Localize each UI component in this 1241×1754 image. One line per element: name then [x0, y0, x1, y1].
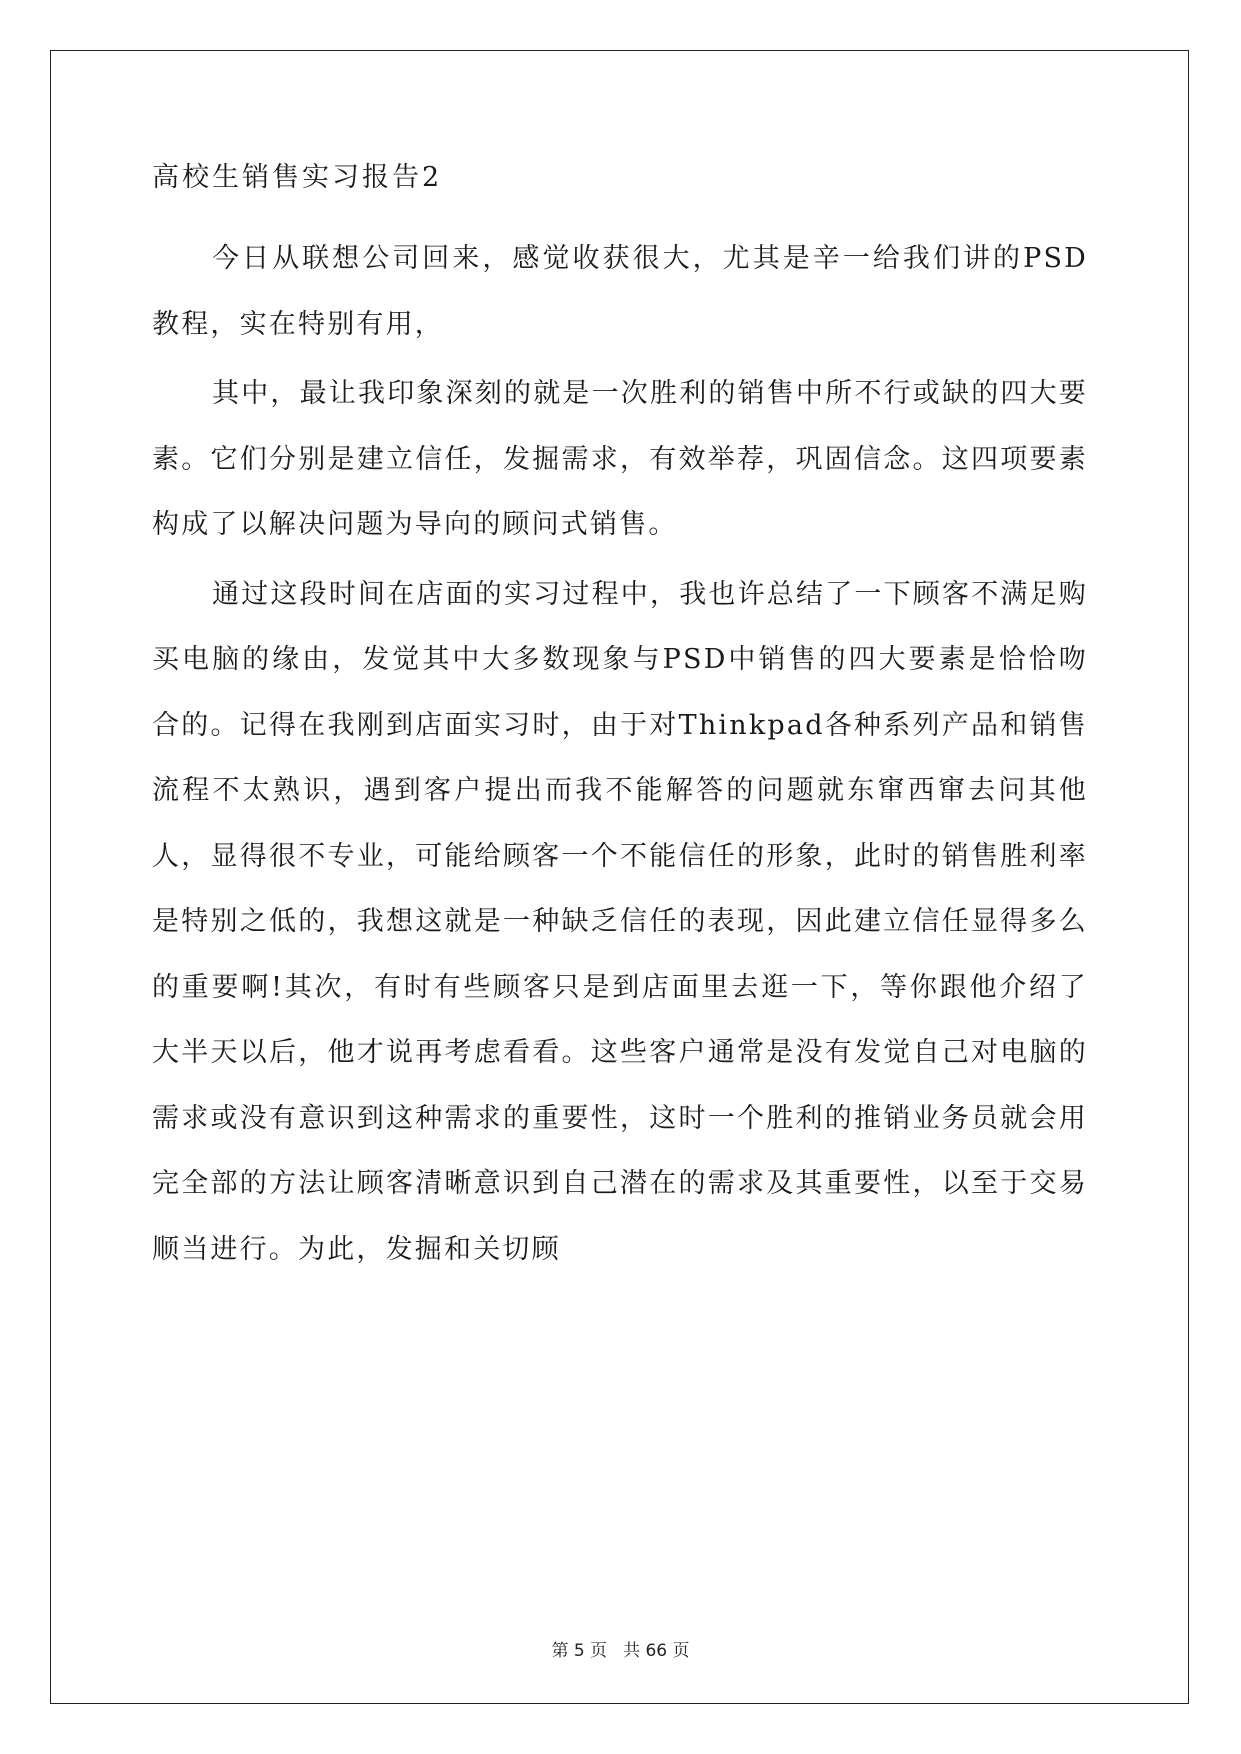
paragraph-3: 通过这段时间在店面的实习过程中，我也许总结了一下顾客不满足购买电脑的缘由，发觉其中大多数现象与PSD中销售的四大要素是恰恰吻合的。记得在我刚到店面实习时，由于对Thinkpad各种系列产品和销售流程不太熟识，遇到客户提出而我不能解答的问题就东窜西窜去问其他人，显得很不专业，可能给顾客一个不能信任的形象，此时的销售胜利率是特别之低的，我想这就是一种缺乏信任的表现，因此建立信任显得多么的重要啊!其次，有时有些顾客只是到店面里去逛一下，等你跟他介绍了大半天以后，他才说再考虑看看。这些客户通常是没有发觉自己对电脑的需求或没有意识到这种需求的重要性，这时一个胜利的推销业务员就会用完全部的方法让顾客清晰意识到自己潜在的需求及其重要性，以至于交易顺当进行。为此，发掘和关切顾 [152, 578, 1088, 1265]
page-footer [0, 1636, 1241, 1661]
document-title: 高校生销售实习报告2 [152, 162, 443, 193]
paragraph-2: 其中，最让我印象深刻的就是一次胜利的销售中所不行或缺的四大要素。它们分别是建立信任，发掘需求，有效举荐，巩固信念。这四项要素构成了以解决问题为导向的顾问式销售。 [152, 378, 1088, 540]
page-total: 共 66 页 [623, 1641, 690, 1661]
paragraph-1: 今日从联想公司回来，感觉收获很大，尤其是辛一给我们讲的PSD教程，实在特别有用， [152, 243, 1088, 340]
page-number: 第 5 页 [551, 1641, 608, 1661]
document-body [152, 158, 1088, 1286]
